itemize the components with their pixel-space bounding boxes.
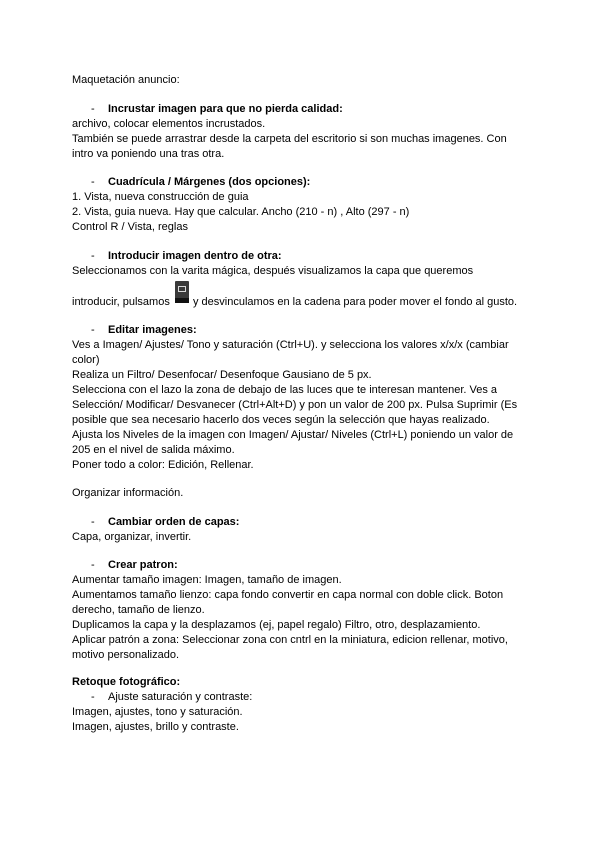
paragraph-line: intro va poniendo una tras otra. — [72, 148, 225, 160]
heading-text: Cambiar orden de capas: — [108, 516, 240, 528]
bullet-dash: - — [91, 176, 95, 188]
section-heading-incrustar — [91, 102, 343, 116]
section-heading-cuadricula — [91, 175, 310, 189]
heading-text: Crear patron: — [108, 559, 178, 571]
heading-text: Editar imagenes: — [108, 324, 197, 336]
heading-text: Cuadrícula / Márgenes (dos opciones): — [108, 176, 311, 188]
bullet-ajuste — [91, 690, 252, 704]
layer-mask-icon — [175, 281, 189, 303]
paragraph-line: Aplicar patrón a zona: Seleccionar zona con cntrl en la miniatura, edicion rellenar, motivo, — [72, 634, 508, 646]
paragraph-line: 2. Vista, guia nueva. Hay que calcular. Ancho (210 - n) , Alto (297 - n) — [72, 206, 410, 218]
paragraph-line: Realiza un Filtro/ Desenfocar/ Desenfoque Gausiano de 5 px. — [72, 369, 372, 381]
section-heading-retoque: Retoque fotográfico: — [72, 676, 181, 688]
paragraph-line: color) — [72, 354, 100, 366]
paragraph-line: introducir, pulsamos — [72, 296, 170, 308]
heading-text: Incrustar imagen para que no pierda calidad: — [108, 103, 343, 115]
heading-text: Introducir imagen dentro de otra: — [108, 250, 282, 262]
bullet-dash: - — [91, 250, 95, 262]
paragraph-line: Imagen, ajustes, tono y saturación. — [72, 706, 243, 718]
bullet-dash: - — [91, 103, 95, 115]
paragraph-line: También se puede arrastrar desde la carpeta del escritorio si son muchas imagenes. Con — [72, 133, 507, 145]
paragraph-line: Ves a Imagen/ Ajustes/ Tono y saturación (Ctrl+U). y selecciona los valores x/x/x (cambiar — [72, 339, 509, 351]
bullet-dash: - — [91, 559, 95, 571]
paragraph-line: posible que sea necesario hacerlo dos veces según la selección que hayas realizado. — [72, 414, 490, 426]
bullet-dash: - — [91, 516, 95, 528]
bullet-dash: - — [91, 691, 95, 703]
section-heading-patron — [91, 558, 178, 572]
paragraph-line: Imagen, ajustes, brillo y contraste. — [72, 721, 239, 733]
section-heading-introducir — [91, 249, 282, 263]
paragraph-line: motivo personalizado. — [72, 649, 180, 661]
paragraph-line: Aumentar tamaño imagen: Imagen, tamaño de imagen. — [72, 574, 342, 586]
bullet-dash: - — [91, 324, 95, 336]
paragraph-line: Control R / Vista, reglas — [72, 221, 188, 233]
paragraph-line: Selección/ Modificar/ Desvanecer (Ctrl+Alt+D) y pon un valor de 200 px. Pulsa Suprimir (Es — [72, 399, 518, 411]
paragraph-line: Duplicamos la capa y la desplazamos (ej, papel regalo) Filtro, otro, desplazamiento. — [72, 619, 481, 631]
paragraph-line: Ajusta los Niveles de la imagen con Imagen/ Ajustar/ Niveles (Ctrl+L) poniendo un valor de — [72, 429, 514, 441]
paragraph-line: Aumentamos tamaño lienzo: capa fondo convertir en capa normal con doble click. Boton — [72, 589, 504, 601]
paragraph-line: Seleccionamos con la varita mágica, después visualizamos la capa que queremos — [72, 265, 474, 277]
document-title: Maquetación anuncio: — [72, 74, 180, 86]
paragraph-line: Poner todo a color: Edición, Rellenar. — [72, 459, 254, 471]
organizar-line: Organizar información. — [72, 487, 184, 499]
paragraph-line: Capa, organizar, invertir. — [72, 531, 192, 543]
bullet-text: Ajuste saturación y contraste: — [108, 691, 253, 703]
paragraph-line: 1. Vista, nueva construcción de guia — [72, 191, 249, 203]
paragraph-line: derecho, tamaño de lienzo. — [72, 604, 205, 616]
paragraph-line: y desvinculamos en la cadena para poder mover el fondo al gusto. — [193, 296, 518, 308]
paragraph-line: archivo, colocar elementos incrustados. — [72, 118, 266, 130]
section-heading-editar — [91, 323, 197, 337]
paragraph-line: 205 en el nivel de salida máximo. — [72, 444, 235, 456]
section-heading-capas — [91, 515, 239, 529]
paragraph-line: Selecciona con el lazo la zona de debajo de las luces que te interesan mantener. Ves a — [72, 384, 498, 396]
